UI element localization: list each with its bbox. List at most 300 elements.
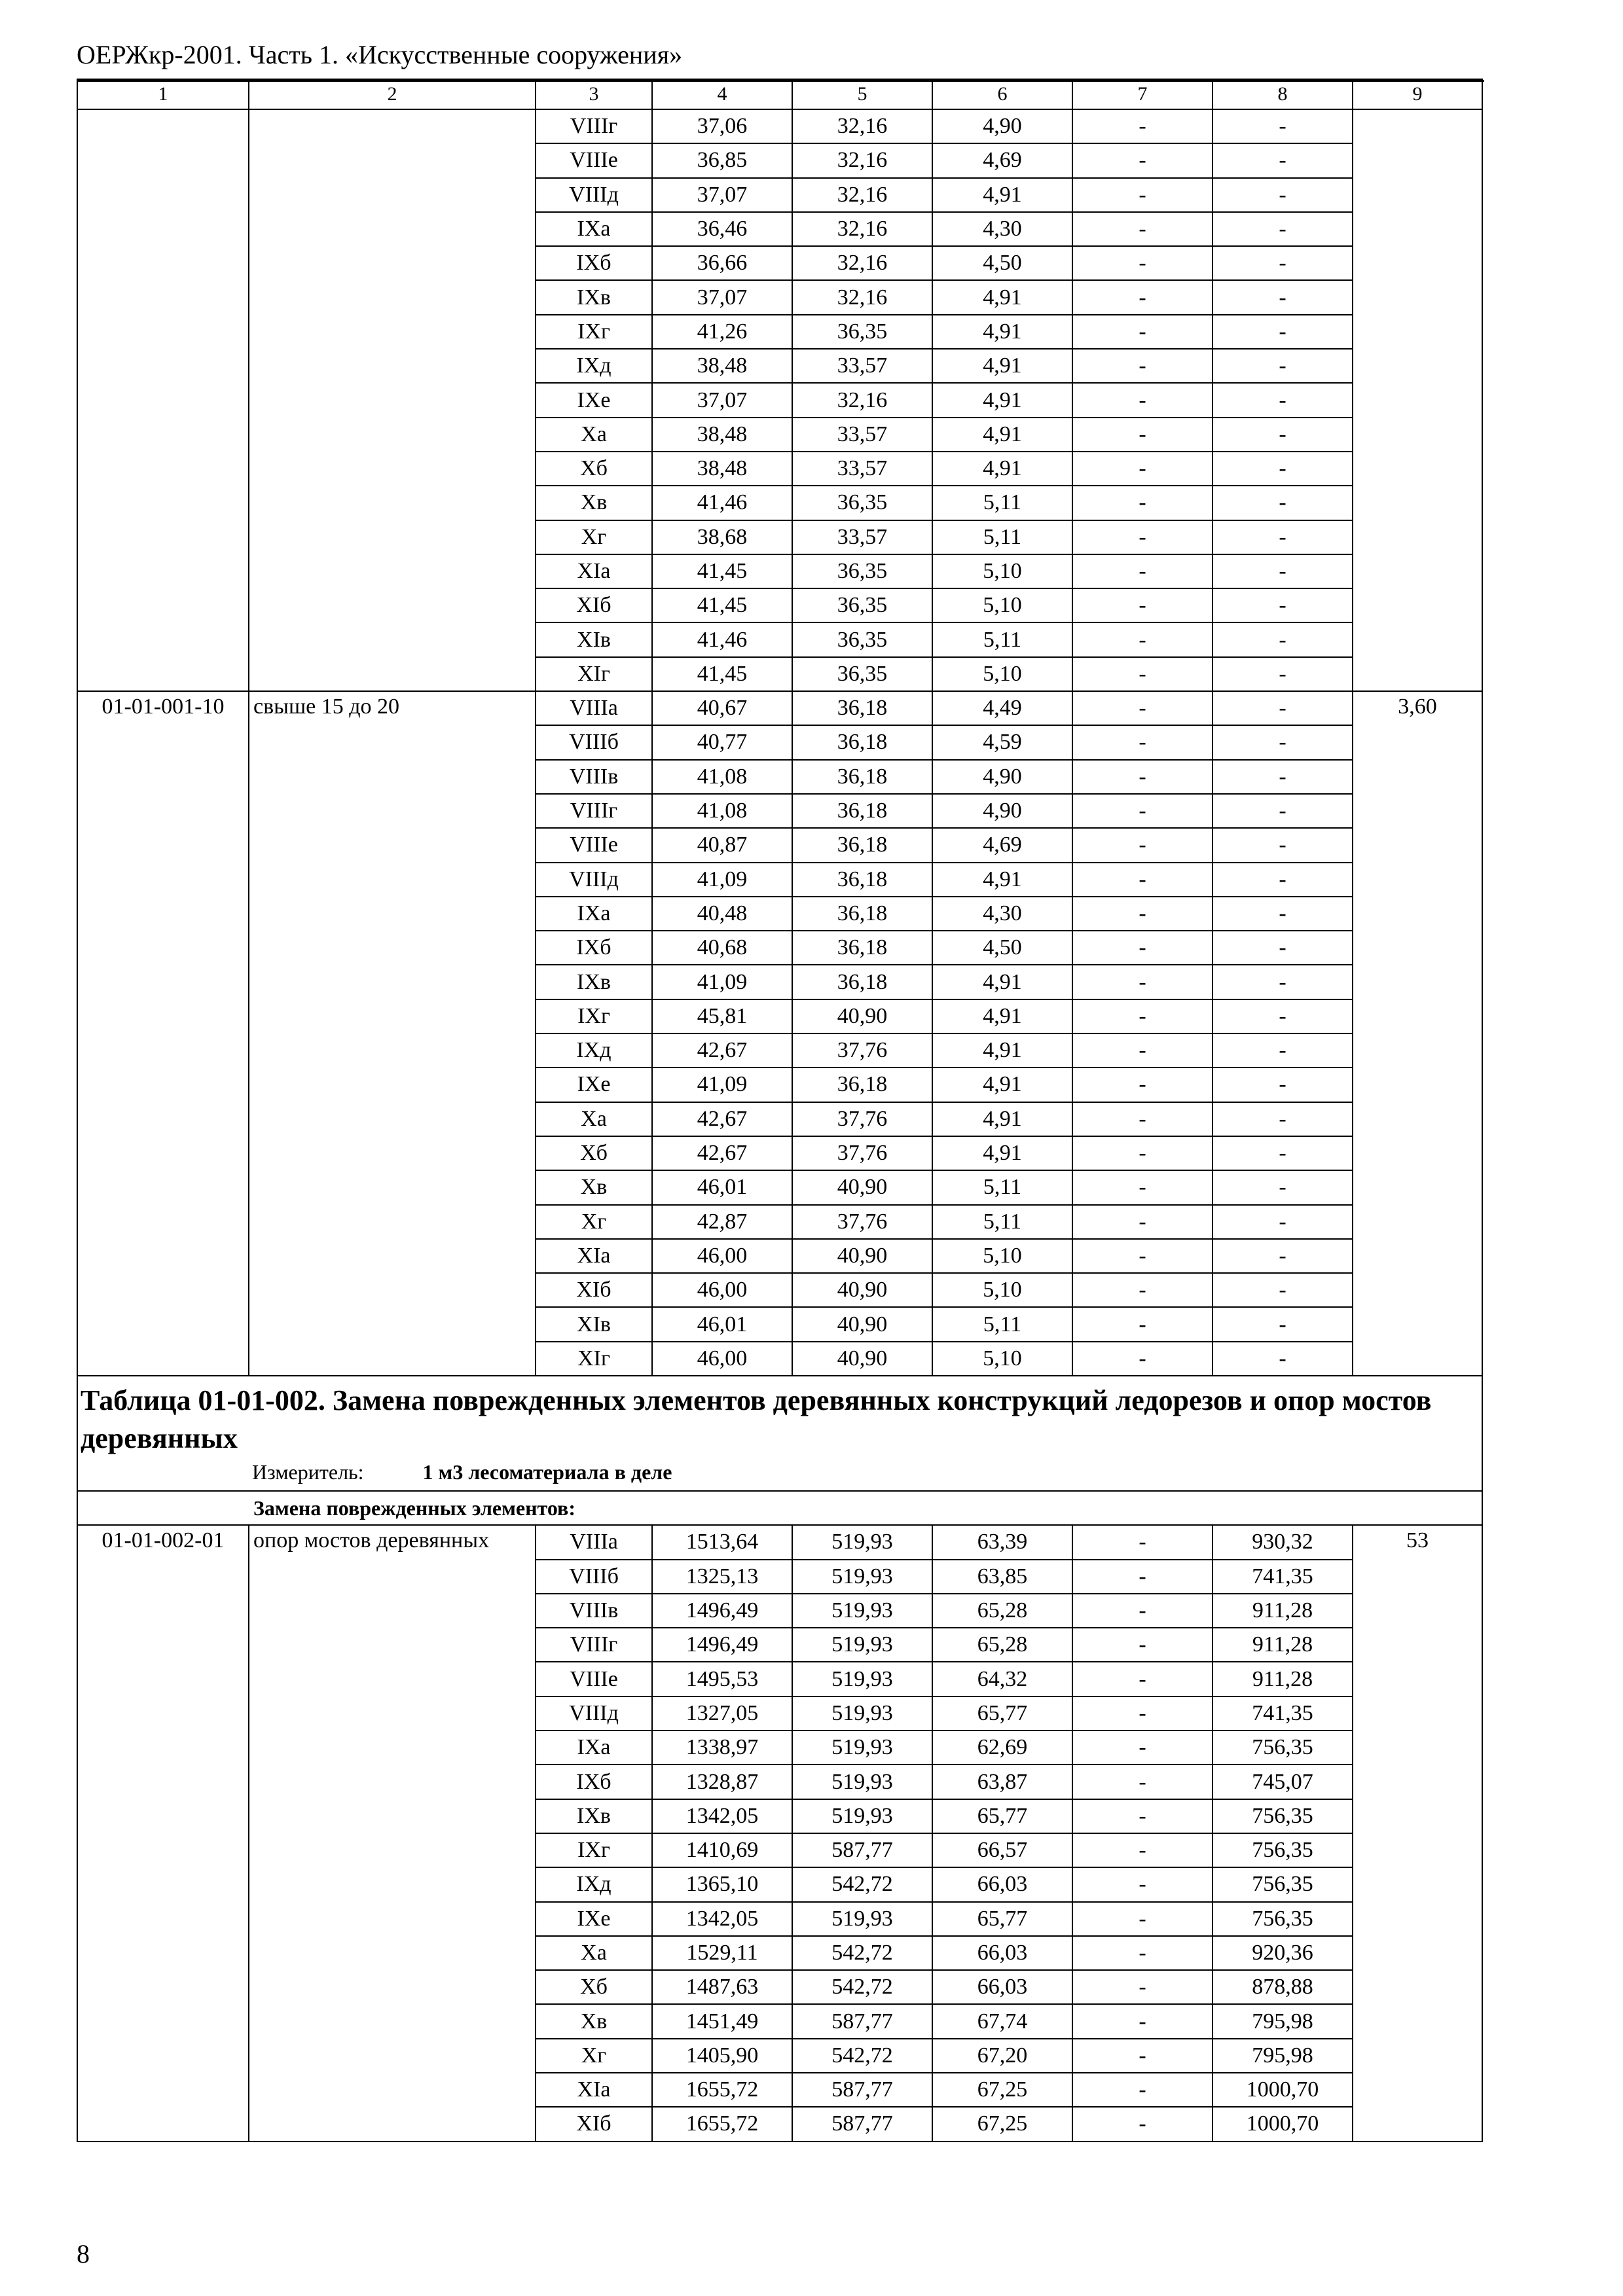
rate-code <box>77 109 249 691</box>
value-cell: 33,57 <box>792 418 932 452</box>
value-cell: 66,03 <box>932 1936 1072 1970</box>
value-cell: 40,48 <box>652 897 792 931</box>
value-cell: 519,93 <box>792 1799 932 1833</box>
rate-description <box>249 109 536 691</box>
value-cell: 4,90 <box>932 109 1072 143</box>
value-cell: 519,93 <box>792 1594 932 1628</box>
value-cell: - <box>1072 2039 1213 2073</box>
value-cell: 46,00 <box>652 1273 792 1307</box>
value-cell: 41,45 <box>652 588 792 622</box>
value-cell: 36,18 <box>792 794 932 828</box>
value-cell: - <box>1072 1696 1213 1731</box>
value-cell: - <box>1213 452 1353 486</box>
value-cell: 911,28 <box>1213 1628 1353 1662</box>
zone-cell: Xа <box>536 1936 652 1970</box>
zone-cell: XIг <box>536 657 652 691</box>
zone-cell: VIIIг <box>536 1628 652 1662</box>
value-cell: 37,76 <box>792 1136 932 1170</box>
value-cell: - <box>1213 486 1353 520</box>
value-cell: 1451,49 <box>652 2004 792 2038</box>
value-cell: - <box>1213 897 1353 931</box>
value-cell: - <box>1213 1136 1353 1170</box>
value-cell: - <box>1213 315 1353 349</box>
zone-cell: XIг <box>536 1342 652 1376</box>
value-cell: 756,35 <box>1213 1833 1353 1867</box>
page-header: ОЕРЖкр-2001. Часть 1. «Искусственные сооружения» <box>77 34 1484 82</box>
value-cell: - <box>1072 1594 1213 1628</box>
value-cell: 1487,63 <box>652 1970 792 2004</box>
value-cell: - <box>1213 931 1353 965</box>
value-cell: 41,09 <box>652 863 792 897</box>
value-cell: - <box>1072 794 1213 828</box>
value-cell: 1342,05 <box>652 1799 792 1833</box>
value-cell: 37,76 <box>792 1033 932 1067</box>
column-number: 3 <box>536 79 652 109</box>
value-cell: 36,18 <box>792 760 932 794</box>
value-cell: - <box>1213 383 1353 417</box>
value-cell: 40,67 <box>652 691 792 725</box>
value-cell: - <box>1213 999 1353 1033</box>
zone-cell: Xб <box>536 452 652 486</box>
zone-cell: XIб <box>536 2107 652 2141</box>
value-cell: 40,90 <box>792 1170 932 1204</box>
value-cell: 1325,13 <box>652 1560 792 1594</box>
zone-cell: VIIIб <box>536 725 652 759</box>
value-cell: - <box>1072 143 1213 177</box>
value-cell: 1000,70 <box>1213 2073 1353 2107</box>
value-cell: - <box>1213 418 1353 452</box>
value-cell: - <box>1072 1936 1213 1970</box>
zone-cell: IXг <box>536 315 652 349</box>
value-cell: 519,93 <box>792 1765 932 1799</box>
value-cell: 65,77 <box>932 1696 1072 1731</box>
value-cell: - <box>1072 280 1213 314</box>
value-cell: - <box>1072 1970 1213 2004</box>
value-cell: 62,69 <box>932 1731 1072 1765</box>
value-cell: 65,77 <box>932 1799 1072 1833</box>
value-cell: 67,25 <box>932 2107 1072 2141</box>
zone-cell: Xа <box>536 418 652 452</box>
zone-cell: XIб <box>536 588 652 622</box>
value-cell: - <box>1213 1239 1353 1273</box>
value-cell: 911,28 <box>1213 1662 1353 1696</box>
value-cell: 5,11 <box>932 1205 1072 1239</box>
value-cell: - <box>1213 622 1353 656</box>
value-cell: 36,35 <box>792 622 932 656</box>
value-cell: 920,36 <box>1213 1936 1353 1970</box>
measure-line <box>81 1458 1479 1486</box>
value-cell: 33,57 <box>792 452 932 486</box>
value-cell: 4,91 <box>932 1033 1072 1067</box>
table-row <box>77 109 1482 143</box>
value-cell: - <box>1072 828 1213 862</box>
value-cell: - <box>1072 520 1213 554</box>
value-cell: 741,35 <box>1213 1696 1353 1731</box>
value-cell: - <box>1072 1765 1213 1799</box>
value-cell: 37,07 <box>652 178 792 212</box>
value-cell: - <box>1072 486 1213 520</box>
value-cell: - <box>1072 1662 1213 1696</box>
value-cell: 5,10 <box>932 1239 1072 1273</box>
value-cell: - <box>1072 1628 1213 1662</box>
zone-cell: VIIIа <box>536 691 652 725</box>
value-cell: 40,68 <box>652 931 792 965</box>
value-cell: 4,50 <box>932 931 1072 965</box>
value-cell: 1655,72 <box>652 2073 792 2107</box>
value-cell: 32,16 <box>792 143 932 177</box>
value-cell: 741,35 <box>1213 1560 1353 1594</box>
zone-cell: VIIIг <box>536 109 652 143</box>
value-cell: 4,90 <box>932 760 1072 794</box>
value-cell: 756,35 <box>1213 1867 1353 1901</box>
value-cell: 36,18 <box>792 725 932 759</box>
value-cell: 64,32 <box>932 1662 1072 1696</box>
value-cell: - <box>1072 212 1213 246</box>
value-cell: 1000,70 <box>1213 2107 1353 2141</box>
value-cell: - <box>1213 794 1353 828</box>
value-cell: - <box>1072 418 1213 452</box>
zone-cell: IXд <box>536 1867 652 1901</box>
value-cell: 5,11 <box>932 1307 1072 1341</box>
value-cell: - <box>1213 691 1353 725</box>
zone-cell: VIIIд <box>536 178 652 212</box>
value-cell: 4,30 <box>932 212 1072 246</box>
value-cell: - <box>1213 1067 1353 1102</box>
value-cell: 46,00 <box>652 1239 792 1273</box>
value-cell: 5,11 <box>932 1170 1072 1204</box>
value-cell: 65,28 <box>932 1628 1072 1662</box>
value-cell: 67,25 <box>932 2073 1072 2107</box>
value-cell: 41,45 <box>652 554 792 588</box>
labor-rate: 3,60 <box>1353 691 1482 1376</box>
value-cell: - <box>1072 1867 1213 1901</box>
value-cell: 46,00 <box>652 1342 792 1376</box>
value-cell: 36,18 <box>792 897 932 931</box>
zone-cell: XIв <box>536 622 652 656</box>
value-cell: 36,18 <box>792 965 932 999</box>
value-cell: - <box>1072 965 1213 999</box>
rate-code: 01-01-002-01 <box>77 1525 249 2141</box>
value-cell: 542,72 <box>792 1867 932 1901</box>
value-cell: 1529,11 <box>652 1936 792 1970</box>
value-cell: 37,07 <box>652 280 792 314</box>
value-cell: 4,91 <box>932 280 1072 314</box>
value-cell: - <box>1072 1239 1213 1273</box>
value-cell: 66,03 <box>932 1867 1072 1901</box>
zone-cell: IXд <box>536 1033 652 1067</box>
value-cell: 930,32 <box>1213 1525 1353 1559</box>
value-cell: - <box>1072 1902 1213 1936</box>
value-cell: 36,35 <box>792 554 932 588</box>
value-cell: - <box>1072 109 1213 143</box>
value-cell: 5,11 <box>932 486 1072 520</box>
zone-cell: XIа <box>536 554 652 588</box>
value-cell: 66,57 <box>932 1833 1072 1867</box>
value-cell: 4,91 <box>932 383 1072 417</box>
value-cell: - <box>1213 1307 1353 1341</box>
value-cell: 4,50 <box>932 246 1072 280</box>
value-cell: - <box>1213 280 1353 314</box>
value-cell: 519,93 <box>792 1696 932 1731</box>
value-cell: 36,46 <box>652 212 792 246</box>
column-number: 5 <box>792 79 932 109</box>
value-cell: 587,77 <box>792 2004 932 2038</box>
column-number: 9 <box>1353 79 1482 109</box>
value-cell: 42,67 <box>652 1102 792 1136</box>
value-cell: 63,85 <box>932 1560 1072 1594</box>
value-cell: - <box>1213 520 1353 554</box>
zone-cell: IXа <box>536 1731 652 1765</box>
value-cell: 756,35 <box>1213 1799 1353 1833</box>
zone-cell: VIIIб <box>536 1560 652 1594</box>
value-cell: - <box>1213 725 1353 759</box>
value-cell: 5,10 <box>932 1342 1072 1376</box>
value-cell: 5,10 <box>932 1273 1072 1307</box>
value-cell: 32,16 <box>792 246 932 280</box>
zone-cell: IXе <box>536 1067 652 1102</box>
zone-cell: Xв <box>536 1170 652 1204</box>
value-cell: 41,46 <box>652 622 792 656</box>
value-cell: 1328,87 <box>652 1765 792 1799</box>
value-cell: 756,35 <box>1213 1902 1353 1936</box>
value-cell: 519,93 <box>792 1560 932 1594</box>
value-cell: 519,93 <box>792 1662 932 1696</box>
value-cell: 4,91 <box>932 418 1072 452</box>
zone-cell: Xб <box>536 1136 652 1170</box>
value-cell: 519,93 <box>792 1628 932 1662</box>
value-cell: 4,91 <box>932 1102 1072 1136</box>
value-cell: 37,76 <box>792 1205 932 1239</box>
value-cell: 41,46 <box>652 486 792 520</box>
value-cell: 33,57 <box>792 520 932 554</box>
zone-cell: Xв <box>536 2004 652 2038</box>
value-cell: 36,35 <box>792 588 932 622</box>
zone-cell: VIIIе <box>536 828 652 862</box>
value-cell: - <box>1072 2073 1213 2107</box>
value-cell: - <box>1213 109 1353 143</box>
rate-code: 01-01-001-10 <box>77 691 249 1376</box>
zone-cell: VIIIд <box>536 1696 652 1731</box>
measure-value: 1 м3 лесоматериала в деле <box>422 1460 672 1484</box>
value-cell: 1327,05 <box>652 1696 792 1731</box>
zone-cell: IXв <box>536 1799 652 1833</box>
zone-cell: IXб <box>536 246 652 280</box>
value-cell: 37,76 <box>792 1102 932 1136</box>
value-cell: 542,72 <box>792 2039 932 2073</box>
measure-label: Измеритель: <box>252 1460 364 1484</box>
value-cell: 36,35 <box>792 315 932 349</box>
value-cell: - <box>1213 212 1353 246</box>
column-number: 7 <box>1072 79 1213 109</box>
value-cell: 33,57 <box>792 349 932 383</box>
value-cell: - <box>1072 725 1213 759</box>
value-cell: 756,35 <box>1213 1731 1353 1765</box>
value-cell: 66,03 <box>932 1970 1072 2004</box>
value-cell: - <box>1213 760 1353 794</box>
value-cell: 41,08 <box>652 794 792 828</box>
value-cell: 32,16 <box>792 383 932 417</box>
value-cell: 65,28 <box>932 1594 1072 1628</box>
value-cell: 878,88 <box>1213 1970 1353 2004</box>
value-cell: 32,16 <box>792 178 932 212</box>
value-cell: - <box>1213 863 1353 897</box>
value-cell: 41,45 <box>652 657 792 691</box>
value-cell: 32,16 <box>792 280 932 314</box>
zone-cell: Xб <box>536 1970 652 2004</box>
value-cell: 4,91 <box>932 1067 1072 1102</box>
value-cell: - <box>1072 1731 1213 1765</box>
value-cell: 1495,53 <box>652 1662 792 1696</box>
column-number: 4 <box>652 79 792 109</box>
value-cell: 1365,10 <box>652 1867 792 1901</box>
value-cell: 4,69 <box>932 143 1072 177</box>
value-cell: 4,91 <box>932 863 1072 897</box>
value-cell: 40,90 <box>792 1273 932 1307</box>
zone-cell: Xа <box>536 1102 652 1136</box>
rates-table <box>77 79 1483 2142</box>
value-cell: - <box>1072 657 1213 691</box>
value-cell: - <box>1072 349 1213 383</box>
labor-rate <box>1353 109 1482 691</box>
value-cell: - <box>1072 1525 1213 1559</box>
value-cell: 42,67 <box>652 1136 792 1170</box>
value-cell: 40,90 <box>792 999 932 1033</box>
value-cell: - <box>1213 1273 1353 1307</box>
rate-description: свыше 15 до 20 <box>249 691 536 1376</box>
zone-cell: IXе <box>536 1902 652 1936</box>
value-cell: 40,90 <box>792 1239 932 1273</box>
page-number: 8 <box>77 2239 90 2269</box>
value-cell: 32,16 <box>792 212 932 246</box>
value-cell: - <box>1072 1307 1213 1341</box>
value-cell: - <box>1213 1033 1353 1067</box>
section-row <box>77 1491 1482 1525</box>
value-cell: - <box>1213 1205 1353 1239</box>
value-cell: 46,01 <box>652 1307 792 1341</box>
value-cell: 519,93 <box>792 1731 932 1765</box>
section-heading: Замена поврежденных элементов: <box>77 1491 1482 1525</box>
zone-cell: IXб <box>536 1765 652 1799</box>
value-cell: - <box>1213 965 1353 999</box>
value-cell: - <box>1072 315 1213 349</box>
value-cell: 542,72 <box>792 1936 932 1970</box>
value-cell: 32,16 <box>792 109 932 143</box>
value-cell: 36,35 <box>792 486 932 520</box>
value-cell: 36,85 <box>652 143 792 177</box>
value-cell: - <box>1072 1102 1213 1136</box>
value-cell: 38,48 <box>652 349 792 383</box>
value-cell: - <box>1213 178 1353 212</box>
value-cell: - <box>1072 383 1213 417</box>
zone-cell: XIа <box>536 2073 652 2107</box>
value-cell: 41,09 <box>652 1067 792 1102</box>
zone-cell: XIа <box>536 1239 652 1273</box>
value-cell: 65,77 <box>932 1902 1072 1936</box>
value-cell: 67,74 <box>932 2004 1072 2038</box>
value-cell: - <box>1072 2004 1213 2038</box>
value-cell: - <box>1213 554 1353 588</box>
zone-cell: IXа <box>536 212 652 246</box>
value-cell: 1496,49 <box>652 1594 792 1628</box>
value-cell: 1405,90 <box>652 2039 792 2073</box>
value-cell: - <box>1072 760 1213 794</box>
value-cell: 63,39 <box>932 1525 1072 1559</box>
value-cell: 36,18 <box>792 863 932 897</box>
value-cell: 4,91 <box>932 178 1072 212</box>
value-cell: 519,93 <box>792 1525 932 1559</box>
value-cell: 519,93 <box>792 1902 932 1936</box>
value-cell: 36,35 <box>792 657 932 691</box>
value-cell: 4,90 <box>932 794 1072 828</box>
value-cell: - <box>1072 691 1213 725</box>
value-cell: 36,18 <box>792 931 932 965</box>
table-title-row <box>77 1376 1482 1491</box>
value-cell: - <box>1072 1136 1213 1170</box>
zone-cell: VIIIа <box>536 1525 652 1559</box>
column-number: 8 <box>1213 79 1353 109</box>
value-cell: 4,69 <box>932 828 1072 862</box>
value-cell: 542,72 <box>792 1970 932 2004</box>
zone-cell: Xв <box>536 486 652 520</box>
value-cell: 40,90 <box>792 1342 932 1376</box>
value-cell: 5,10 <box>932 657 1072 691</box>
value-cell: 795,98 <box>1213 2039 1353 2073</box>
value-cell: - <box>1213 588 1353 622</box>
value-cell: 1655,72 <box>652 2107 792 2141</box>
zone-cell: VIIIе <box>536 143 652 177</box>
value-cell: 1338,97 <box>652 1731 792 1765</box>
value-cell: - <box>1072 863 1213 897</box>
value-cell: - <box>1072 999 1213 1033</box>
value-cell: 1342,05 <box>652 1902 792 1936</box>
value-cell: 42,67 <box>652 1033 792 1067</box>
zone-cell: VIIIв <box>536 760 652 794</box>
value-cell: 1410,69 <box>652 1833 792 1867</box>
value-cell: 45,81 <box>652 999 792 1033</box>
zone-cell: IXе <box>536 383 652 417</box>
table-title-block <box>77 1376 1482 1491</box>
value-cell: - <box>1072 931 1213 965</box>
value-cell: - <box>1072 452 1213 486</box>
zone-cell: Xг <box>536 1205 652 1239</box>
value-cell: 1513,64 <box>652 1525 792 1559</box>
value-cell: 4,91 <box>932 1136 1072 1170</box>
value-cell: - <box>1072 1033 1213 1067</box>
value-cell: 5,10 <box>932 554 1072 588</box>
value-cell: 4,91 <box>932 349 1072 383</box>
column-numbers-row <box>77 79 1482 109</box>
value-cell: - <box>1072 1342 1213 1376</box>
value-cell: - <box>1072 1067 1213 1102</box>
value-cell: - <box>1072 1833 1213 1867</box>
column-number: 1 <box>77 79 249 109</box>
zone-cell: IXв <box>536 280 652 314</box>
value-cell: 41,08 <box>652 760 792 794</box>
value-cell: 38,48 <box>652 418 792 452</box>
value-cell: 36,18 <box>792 691 932 725</box>
table-body <box>77 79 1482 2142</box>
value-cell: - <box>1213 1342 1353 1376</box>
value-cell: - <box>1072 554 1213 588</box>
zone-cell: VIIIв <box>536 1594 652 1628</box>
value-cell: - <box>1072 1205 1213 1239</box>
value-cell: - <box>1072 1799 1213 1833</box>
value-cell: 40,87 <box>652 828 792 862</box>
value-cell: 41,26 <box>652 315 792 349</box>
zone-cell: IXа <box>536 897 652 931</box>
value-cell: 587,77 <box>792 2107 932 2141</box>
value-cell: 4,91 <box>932 965 1072 999</box>
